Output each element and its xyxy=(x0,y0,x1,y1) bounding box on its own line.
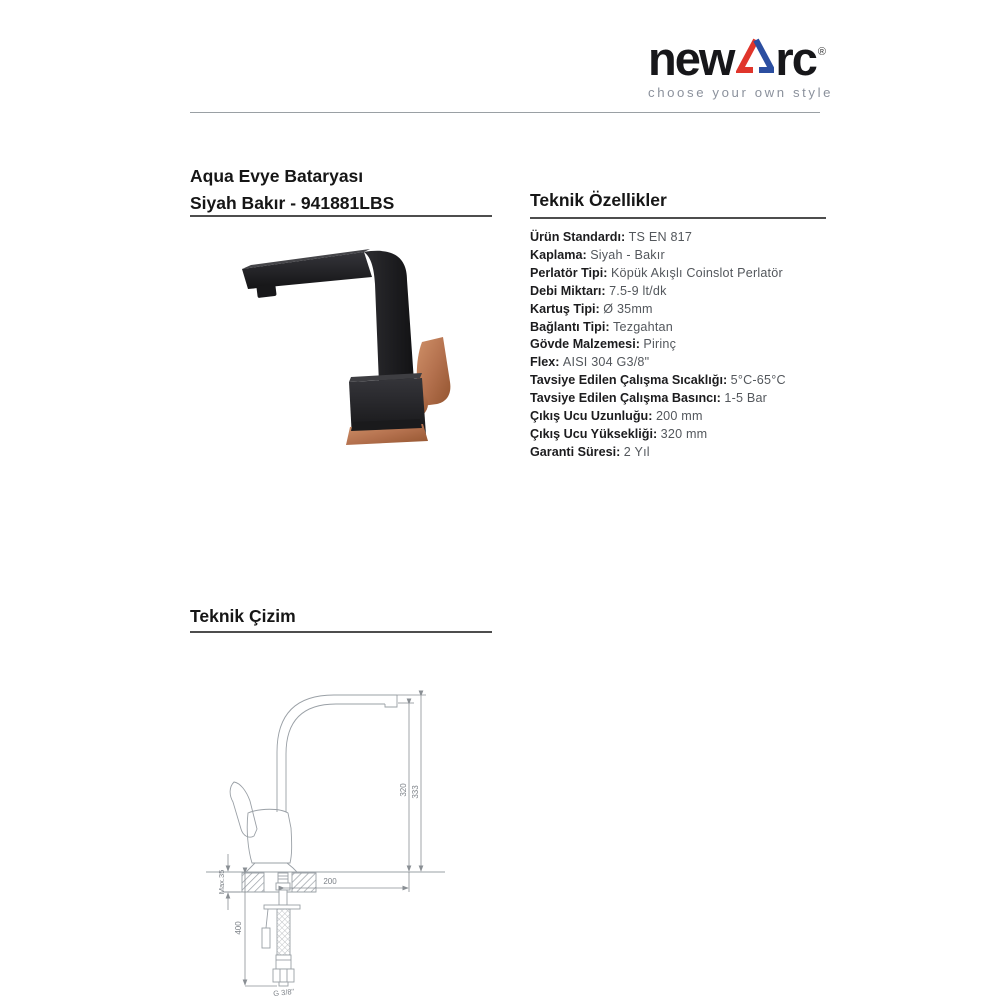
spec-value: 200 mm xyxy=(655,409,703,424)
brand-logo xyxy=(648,32,834,100)
logo-triangle-icon xyxy=(736,36,774,78)
spec-label: Kartuş Tipi: xyxy=(530,301,600,316)
spec-row xyxy=(530,283,786,301)
product-photo xyxy=(224,232,469,457)
specs-heading: Teknik Özellikler xyxy=(530,190,667,210)
logo-text-rc: rc xyxy=(775,32,816,86)
spec-value: Siyah - Bakır xyxy=(590,247,665,262)
spec-row xyxy=(530,265,786,283)
spec-label: Perlatör Tipi: xyxy=(530,265,608,280)
header-divider xyxy=(190,112,820,113)
dim-thread-label: G 3/8" xyxy=(272,986,295,999)
spec-label: Kaplama: xyxy=(530,247,587,262)
spec-value: 7.5-9 lt/dk xyxy=(609,283,667,298)
counter-hatch-right xyxy=(292,873,316,892)
spec-row xyxy=(530,408,786,426)
dim-320-label: 320 xyxy=(399,783,408,797)
spec-row xyxy=(530,390,786,408)
spec-value: Köpük Akışlı Coinslot Perlatör xyxy=(610,265,783,280)
spec-label: Gövde Malzemesi: xyxy=(530,337,640,352)
spec-row xyxy=(530,319,786,337)
spec-value: 320 mm xyxy=(660,426,708,441)
spec-row xyxy=(530,229,786,247)
spec-value: 1-5 Bar xyxy=(724,391,768,406)
product-code: Siyah Bakır - 941881LBS xyxy=(190,193,395,214)
spec-row xyxy=(530,372,786,390)
dimension-lines xyxy=(222,695,426,986)
specs-underline xyxy=(530,217,826,219)
spec-row xyxy=(530,247,786,265)
dim-max35-label: Max.35 xyxy=(217,869,226,895)
spec-label: Bağlantı Tipi: xyxy=(530,319,610,334)
spec-label: Ürün Standardı: xyxy=(530,230,626,244)
spec-value: TS EN 817 xyxy=(628,230,693,244)
spec-label: Tavsiye Edilen Çalışma Sıcaklığı: xyxy=(530,373,728,388)
spec-label: Çıkış Ucu Yüksekliği: xyxy=(530,426,658,441)
technical-drawing xyxy=(200,670,450,1000)
spec-value: 5°C-65°C xyxy=(730,373,786,388)
spec-label: Tavsiye Edilen Çalışma Basıncı: xyxy=(530,391,721,406)
drawing-heading: Teknik Çizim xyxy=(190,606,296,626)
title-underline xyxy=(190,215,492,217)
spec-label: Flex: xyxy=(530,355,560,370)
registered-mark: ® xyxy=(817,46,826,58)
spec-label: Garanti Süresi: xyxy=(530,444,621,459)
spec-row xyxy=(530,336,786,354)
product-name: Aqua Evye Bataryası xyxy=(190,166,364,186)
spec-row xyxy=(530,444,786,462)
spec-value: Ø 35mm xyxy=(603,301,653,316)
spec-value: 2 Yıl xyxy=(623,444,650,459)
spec-row xyxy=(530,354,786,372)
spec-label: Debi Miktarı: xyxy=(530,283,606,298)
dim-400-label: 400 xyxy=(234,921,243,935)
logo-text-new: new xyxy=(648,32,734,86)
specs-list xyxy=(530,229,786,462)
brand-tagline: choose your own style xyxy=(648,85,834,100)
spec-value: Pirinç xyxy=(643,337,677,352)
spec-label: Çıkış Ucu Uzunluğu: xyxy=(530,409,653,424)
dim-333-label: 333 xyxy=(411,785,420,799)
spec-row xyxy=(530,426,786,444)
spec-row xyxy=(530,301,786,319)
spec-value: Tezgahtan xyxy=(613,319,673,334)
faucet-column xyxy=(364,251,414,384)
faucet-aerator xyxy=(256,284,276,298)
drawing-underline xyxy=(190,631,492,633)
dim-200-label: 200 xyxy=(323,877,337,886)
spec-value: AISI 304 G3/8" xyxy=(562,355,650,370)
product-title xyxy=(190,163,394,217)
